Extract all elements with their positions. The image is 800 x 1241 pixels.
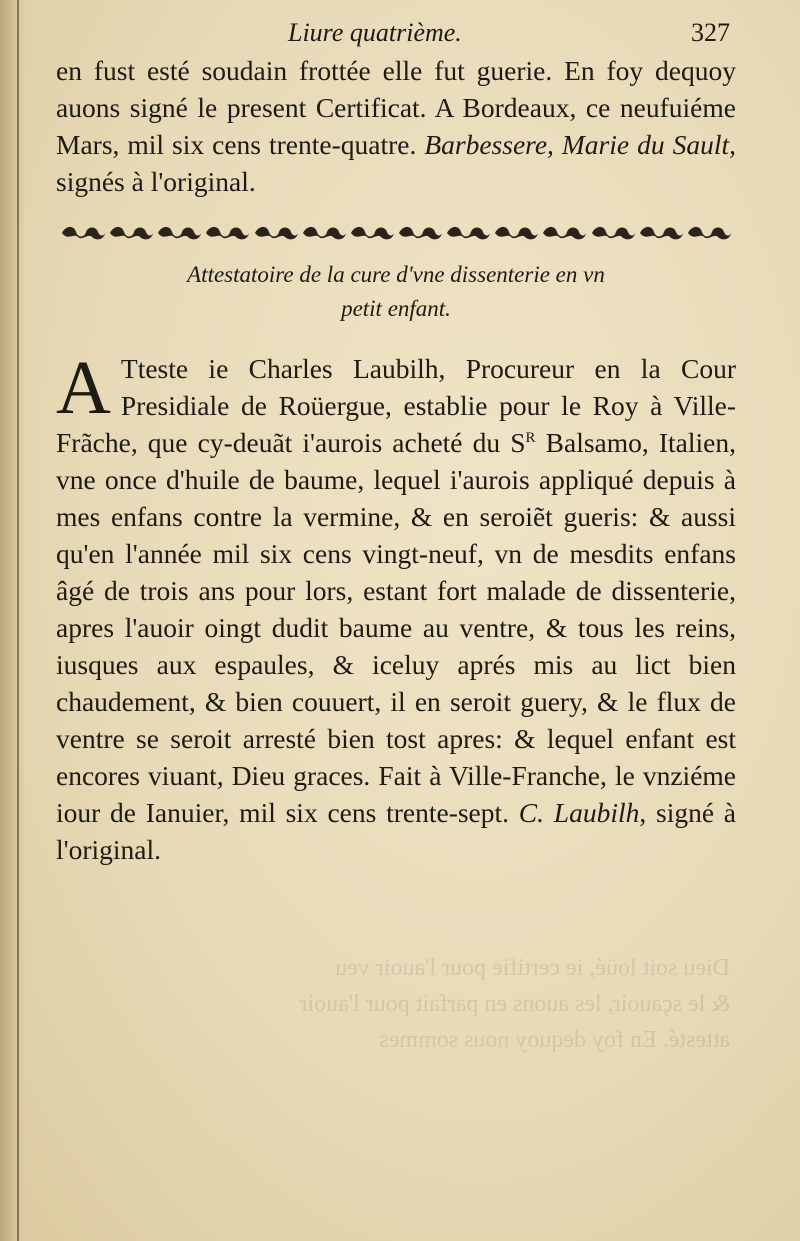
- main-closing: , signé à l'original.: [56, 797, 737, 865]
- ornament-fleuron: [397, 223, 443, 243]
- section-heading: [96, 258, 696, 326]
- ornament-fleuron: [493, 223, 539, 243]
- ornament-fleuron: [590, 223, 636, 243]
- ornament-fleuron: [60, 223, 106, 243]
- top-signature: Barbessere, Marie du Sault,: [424, 129, 736, 160]
- ornament-fleuron: [301, 223, 347, 243]
- ornament-fleuron: [638, 223, 684, 243]
- gutter-line: [17, 0, 19, 1241]
- ornament-band: [60, 222, 732, 244]
- page-gutter: [0, 0, 26, 1241]
- ornament-fleuron: [108, 223, 154, 243]
- page-header: [56, 18, 736, 52]
- section-heading-line1: Attestatoire de la cure d'vne dissenterie en vn: [187, 262, 605, 287]
- ornament-fleuron: [349, 223, 395, 243]
- page-number: 327: [691, 18, 730, 47]
- ornament-fleuron: [445, 223, 491, 243]
- superscript-r: R: [525, 429, 536, 446]
- ornament-fleuron: [253, 223, 299, 243]
- main-paragraph: [56, 346, 737, 868]
- ornament-fleuron: [686, 223, 732, 243]
- ornament-fleuron: [541, 223, 587, 243]
- ornament-fleuron: [156, 223, 202, 243]
- running-title: Liure quatrième.: [288, 18, 462, 47]
- show-through-text: [70, 950, 730, 1100]
- show-through-line1: Dieu soit loüé, ie certifie pour l'auoir veu: [335, 955, 730, 981]
- show-through-line2: & le sçauoir, les auons en parfait pour l'auoir: [299, 991, 730, 1017]
- drop-cap: A: [56, 346, 111, 430]
- main-text-before: Tteste ie Charles Laubilh, Procureur en la Cour Presidiale de Roüergue, establie pour le Roy à Ville-Frãche, que cy-deuãt i'aurois acheté du S: [56, 353, 736, 458]
- main-signature: C. Laubilh: [518, 797, 640, 828]
- top-paragraph-text: en fust esté soudain frottée elle fut guerie. En foy dequoy auons signé le present Certificat. A Bordeaux, ce neufuiéme Mars, mil six cens trente-quatre.: [56, 55, 736, 160]
- section-heading-line2: petit enfant.: [341, 296, 451, 321]
- top-paragraph: [56, 52, 736, 200]
- show-through-line3: attesté. En foy dequoy nous sommes: [379, 1027, 730, 1053]
- main-text-after: Balsamo, Italien, vne once d'huile de baume, lequel i'aurois appliqué depuis à mes enfans contre la vermine, & en seroiẽt gueris: & aussi qu'en l'année mil six cens vingt-neuf, vn de mesdits enfans âgé de trois ans pour lors, estant fort malade de dissenterie, apres l'auoir oingt dudit baume au ventre, & tous les reins, iusques aux espaules, & iceluy aprés mis au lict bien chaudement, & bien couuert, il en seroit guery, & le flux de ventre se seroit arresté bien tost apres: & lequel enfant est encores viuant, Dieu graces. Fait à Ville-Franche, le vnziéme iour de Ianuier, mil six cens trente-sept.: [56, 427, 736, 828]
- top-closing: signés à l'original.: [56, 166, 256, 197]
- ornament-fleuron: [204, 223, 250, 243]
